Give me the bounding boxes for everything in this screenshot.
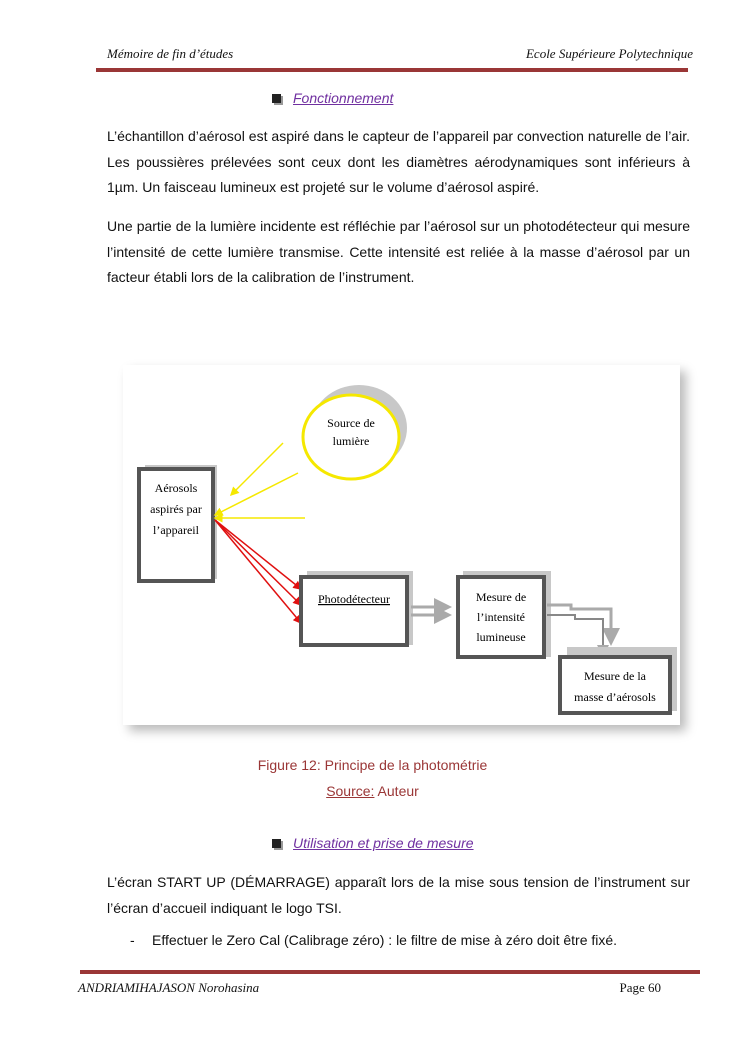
photodetector-box	[301, 577, 407, 645]
bullet-square-icon	[272, 839, 281, 848]
source-label-line2: lumière	[332, 434, 370, 448]
header-title-right: Ecole Supérieure Polytechnique	[525, 46, 693, 61]
source-value: Auteur	[374, 783, 419, 799]
header-rule	[96, 68, 688, 72]
mass-line2: masse d’aérosols	[574, 690, 656, 704]
section-heading-text: Utilisation et prise de mesure	[293, 835, 474, 851]
paragraph-2: Une partie de la lumière incidente est réfléchie par l’aérosol sur un photodétecteur qui mesure l’intensité de cette lumière transmise. Cette intensité est reliée à la masse d’aérosol par un facteur établi lors de la calibration de l’instrument.	[107, 218, 690, 285]
list-item-text: Effectuer le Zero Cal (Calibrage zéro) : le filtre de mise à zéro doit être fixé.	[152, 932, 618, 948]
list-item	[130, 932, 617, 948]
diagram-svg	[123, 365, 680, 725]
reflected-ray-1	[215, 520, 301, 589]
section-heading-text: Fonctionnement	[293, 90, 394, 106]
aerosols-line2: aspirés par	[150, 502, 202, 516]
mass-box	[560, 657, 670, 713]
header-title-left: Mémoire de fin d’études	[107, 46, 234, 61]
photometry-diagram	[123, 365, 680, 725]
photodetector-label: Photodétecteur	[318, 592, 390, 606]
source-label-line1: Source de	[327, 416, 375, 430]
footer-author: ANDRIAMIHAJASON Norohasina	[78, 980, 260, 995]
intensity-line3: lumineuse	[476, 630, 526, 644]
footer-page-number: Page 60	[619, 980, 661, 995]
arrow-to-mass-1	[547, 605, 611, 643]
source-label: Source:	[326, 783, 375, 799]
light-ray-1	[231, 443, 283, 495]
figure-source	[0, 783, 745, 799]
section-heading-fonctionnement	[272, 90, 393, 106]
reflected-ray-3	[215, 520, 301, 623]
reflected-ray-2	[215, 520, 301, 605]
figure-caption: Figure 12: Principe de la photométrie	[257, 757, 488, 773]
section-heading-utilisation	[272, 835, 474, 851]
intensity-line2: l’intensité	[477, 610, 525, 624]
footer-rule	[80, 970, 700, 974]
mass-line1: Mesure de la	[584, 669, 646, 683]
list-dash: -	[130, 932, 135, 948]
light-ray-2	[215, 473, 298, 515]
aerosols-line3: l’appareil	[153, 523, 199, 537]
bullet-square-icon	[272, 94, 281, 103]
intensity-line1: Mesure de	[475, 590, 527, 604]
paragraph-3: L’écran START UP (DÉMARRAGE) apparaît lors de la mise sous tension de l’instrument sur l’écran d’accueil indiquant le logo TSI.	[107, 874, 690, 916]
aerosols-line1: Aérosols	[154, 481, 198, 495]
paragraph-1: L’échantillon d’aérosol est aspiré dans le capteur de l’appareil par convection naturelle de l’air. Les poussières prélevées sont ceux dont les diamètres aérodynamiques sont inférieurs à 1µm. Un faisceau lumineux est projeté sur le volume d’aérosol aspiré.	[107, 128, 690, 195]
